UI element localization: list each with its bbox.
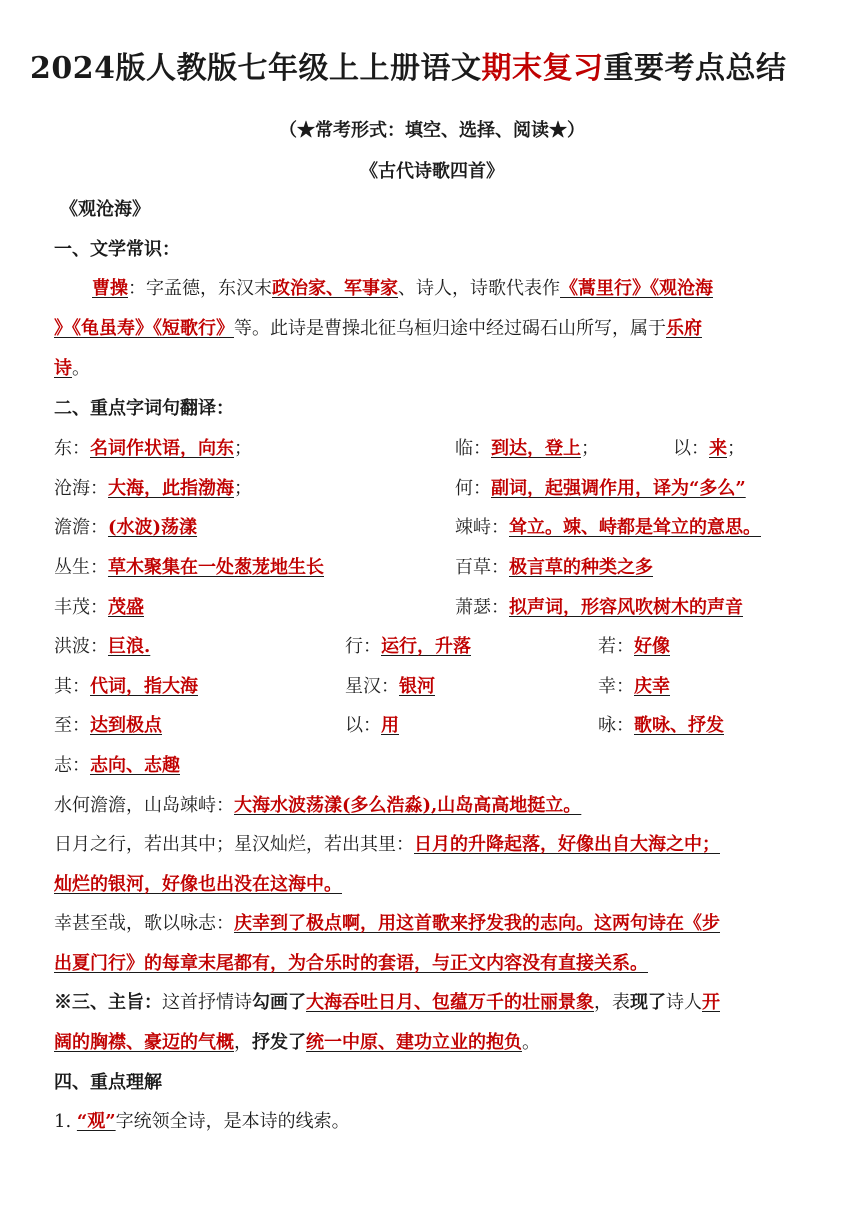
vocab-term: 星汉：: [345, 676, 399, 697]
vocab-item: [54, 436, 252, 462]
vocab-meaning: 运行，升落: [381, 636, 471, 657]
vocab-meaning: 代词，指大海: [90, 676, 198, 697]
point-text: 字统领全诗，是本诗的线索。: [115, 1111, 350, 1132]
intro-text: 等。此诗是曹操北征乌桓归途中经过碣石山所写，属于: [234, 318, 666, 339]
representative-works-cont: 》《龟虽寿》《短歌行》: [54, 318, 234, 339]
vocab-item: [54, 595, 144, 621]
vocab-punct: ；: [234, 438, 252, 459]
vocab-item: [598, 634, 670, 660]
vocab-meaning: 庆幸: [634, 676, 670, 697]
vocab-item: [54, 753, 180, 779]
vocab-meaning: 极言草的种类之多: [509, 557, 653, 578]
author-name: 曹操: [92, 278, 128, 299]
vocab-meaning: 来: [709, 438, 727, 459]
intro-line-1: [54, 276, 814, 302]
vocab-term: 丰茂：: [54, 597, 108, 618]
representative-works: 《蒿里行》《观沧海: [560, 278, 713, 299]
exam-format-note: （★常考形式：填空、选择、阅读★）: [279, 120, 585, 141]
section-title: 《古代诗歌四首》: [360, 161, 504, 182]
sentence-3-cont: [54, 951, 814, 977]
point-keyword: “观”: [76, 1111, 116, 1132]
vocab-term: 以：: [345, 715, 381, 736]
theme-line-2: [54, 1030, 814, 1056]
vocab-meaning: 名词作状语，向东: [90, 438, 234, 459]
theme-line-1: [54, 990, 814, 1016]
sentence-translation: 日月的升降起落，好像出自大海之中；: [414, 834, 720, 855]
vocab-term: 百草：: [455, 557, 509, 578]
vocab-meaning: 好像: [634, 636, 670, 657]
poem-genre-cont: 诗: [54, 358, 72, 379]
vocab-punct: ；: [727, 438, 745, 459]
vocab-term: 志：: [54, 755, 90, 776]
vocab-item: [345, 674, 435, 700]
heading-key-understanding: 四、重点理解: [54, 1072, 162, 1093]
theme-text: 勾画了: [252, 992, 306, 1013]
vocab-meaning: 巨浪.: [108, 636, 151, 657]
intro-text: 、诗人，诗歌代表作: [398, 278, 560, 299]
theme-keyword: 开: [702, 992, 720, 1013]
vocab-meaning: 草木聚集在一处葱茏地生长: [108, 557, 324, 578]
sentence-source: 幸甚至哉，歌以咏志：: [54, 913, 234, 934]
vocab-meaning: 达到极点: [90, 715, 162, 736]
vocab-term: 以：: [673, 438, 709, 459]
vocab-meaning: 副词，起强调作用，译为“多么”: [491, 478, 746, 499]
sentence-translation: 出夏门行》的每章末尾都有，为合乐时的套语，与正文内容没有直接关系。: [54, 953, 648, 974]
sentence-2-cont: [54, 872, 814, 898]
vocab-item: [54, 476, 252, 502]
vocab-item: [345, 713, 399, 739]
poem-genre: 乐府: [666, 318, 702, 339]
sentence-1: [54, 793, 814, 819]
vocab-item: [455, 555, 653, 581]
vocab-meaning: 志向、志趣: [90, 755, 180, 776]
vocab-item: [455, 515, 761, 541]
sentence-translation: 大海水波荡漾(多么浩淼),山岛高高地挺立。: [234, 795, 582, 816]
vocab-item: [54, 555, 324, 581]
vocab-term: 幸：: [598, 676, 634, 697]
vocab-item: [54, 515, 197, 541]
sentence-translation: 庆幸到了极点啊，用这首歌来抒发我的志向。这两句诗在《步: [234, 913, 720, 934]
sentence-translation: 灿烂的银河，好像也出没在这海中。: [54, 874, 342, 895]
theme-text: 这首抒情诗: [162, 992, 252, 1013]
theme-text: 诗人: [666, 992, 702, 1013]
vocab-item: [598, 674, 670, 700]
vocab-item: [54, 674, 198, 700]
vocab-meaning: 到达，登上: [491, 438, 581, 459]
title-highlight: 期末复习: [481, 51, 604, 86]
sentence-2: [54, 832, 814, 858]
vocab-term: 临：: [455, 438, 491, 459]
sentence-source: 日月之行，若出其中；星汉灿烂，若出其里：: [54, 834, 414, 855]
vocab-term: 若：: [598, 636, 634, 657]
vocab-term: 竦峙：: [455, 517, 509, 538]
vocab-term: 咏：: [598, 715, 634, 736]
point-number: 1.: [54, 1111, 77, 1132]
vocab-term: 沧海：: [54, 478, 108, 499]
vocab-item: [455, 595, 743, 621]
vocab-meaning: 歌咏、抒发: [634, 715, 724, 736]
theme-heading: ※三、主旨：: [54, 992, 162, 1013]
theme-keyword: 统一中原、建功立业的抱负: [306, 1032, 522, 1053]
intro-line-2: [54, 316, 814, 342]
intro-text: ：字孟德，东汉末: [128, 278, 272, 299]
vocab-meaning: 耸立。竦、峙都是耸立的意思。: [509, 517, 761, 538]
vocab-meaning: 茂盛: [108, 597, 144, 618]
vocab-term: 洪波：: [54, 636, 108, 657]
vocab-punct: ；: [581, 438, 599, 459]
theme-text: ，: [234, 1032, 252, 1053]
theme-text: 。: [522, 1032, 540, 1053]
vocab-meaning: 拟声词，形容风吹树木的声音: [509, 597, 743, 618]
vocab-term: 东：: [54, 438, 90, 459]
vocab-meaning: 用: [381, 715, 399, 736]
sentence-3: [54, 911, 814, 937]
heading-vocabulary: 二、重点字词句翻译：: [54, 398, 234, 419]
title-prefix: 2024版人教版七年级上上册语文: [30, 51, 482, 86]
vocab-term: 何：: [455, 478, 491, 499]
vocab-term: 萧瑟：: [455, 597, 509, 618]
vocab-meaning: 大海，此指渤海: [108, 478, 234, 499]
vocab-item: [54, 713, 162, 739]
vocab-item: [54, 634, 150, 660]
vocab-term: 行：: [345, 636, 381, 657]
title-suffix: 重要考点总结: [603, 51, 787, 86]
theme-keyword: 大海吞吐日月、包蕴万千的壮丽景象: [306, 992, 594, 1013]
point-1: [54, 1109, 814, 1135]
sentence-source: 水何澹澹，山岛竦峙：: [54, 795, 234, 816]
vocab-punct: ；: [234, 478, 252, 499]
theme-text: ，表: [594, 992, 630, 1013]
vocab-item: [455, 476, 746, 502]
page-title: [30, 46, 850, 92]
theme-text: 抒发了: [252, 1032, 306, 1053]
vocab-term: 其：: [54, 676, 90, 697]
poem-title: 《观沧海》: [60, 199, 150, 220]
heading-literary-knowledge: 一、文学常识：: [54, 239, 180, 260]
intro-text: 。: [72, 358, 90, 379]
vocab-term: 澹澹：: [54, 517, 108, 538]
vocab-item: [598, 713, 724, 739]
vocab-item: [673, 436, 745, 462]
intro-line-3: [54, 356, 814, 382]
vocab-item: [345, 634, 471, 660]
vocab-item: [455, 436, 599, 462]
vocab-term: 至：: [54, 715, 90, 736]
theme-keyword: 阔的胸襟、豪迈的气概: [54, 1032, 234, 1053]
vocab-meaning: 银河: [399, 676, 435, 697]
vocab-meaning: (水波)荡漾: [108, 517, 198, 538]
vocab-term: 丛生：: [54, 557, 108, 578]
author-roles: 政治家、军事家: [272, 278, 398, 299]
theme-text: 现了: [630, 992, 666, 1013]
